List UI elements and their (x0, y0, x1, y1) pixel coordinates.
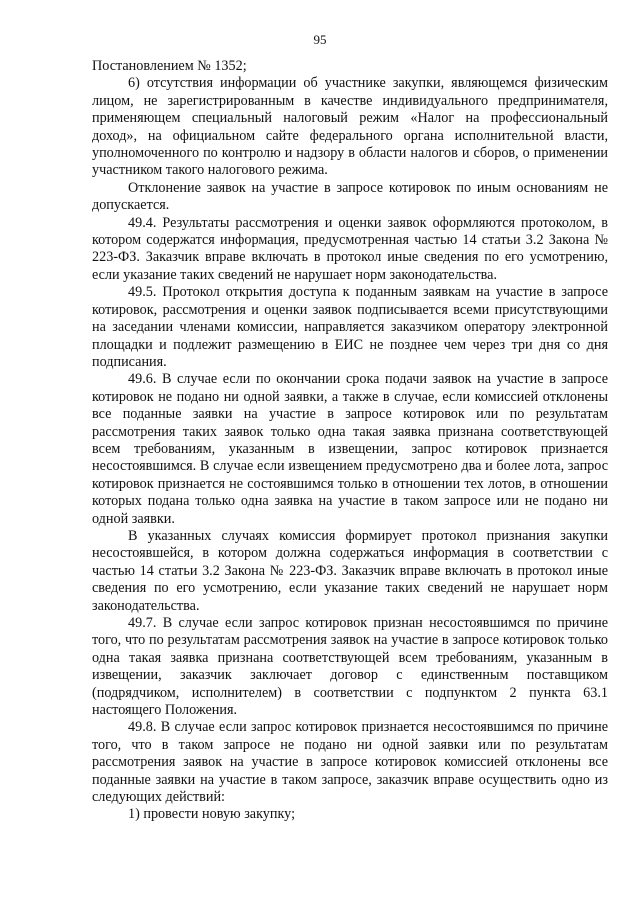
paragraph: 49.8. В случае если запрос котировок признается несостоявшимся по причине того, что в таком запросе не подано ни одной заявки или по результатам рассмотрения заявок на участие в запросе котировок комиссией отклонены все поданные заявки на участие в таком запросе, заказчик вправе осуществить одно из следующих действий: (92, 719, 608, 806)
paragraph: 49.5. Протокол открытия доступа к поданным заявкам на участие в запросе котировок, рассмотрения и оценки заявок подписывается всеми присутствующими на заседании членами комиссии, направляется заказчиком оператору электронной площадки и подлежит размещению в ЕИС не позднее чем через три дня со дня подписания. (92, 284, 608, 370)
paragraph: 49.4. Результаты рассмотрения и оценки заявок оформляются протоколом, в котором содержатся информация, предусмотренная частью 14 статьи 3.2 Закона № 223-ФЗ. Заказчик вправе включать в протокол иные сведения по его усмотрению, если указание таких сведений не нарушает норм законодательства. (92, 214, 608, 283)
page-number: 95 (313, 32, 327, 47)
paragraph: 1) провести новую закупку; (128, 806, 296, 823)
paragraph: 49.7. В случае если запрос котировок признан несостоявшимся по причине того, что по результатам рассмотрения заявок на участие в запросе котировок только одна такая заявка признана соответствующей всем требованиям, указанным в извещении, заказчик заключает договор с единственным поставщиком (подрядчиком, исполнителем) в соответствии с подпунктом 2 пункта 63.1 настоящего Положения. (92, 615, 608, 719)
paragraph: Постановлением № 1352; (92, 58, 247, 74)
paragraph: Отклонение заявок на участие в запросе котировок по иным основаниям не допускается. (92, 179, 608, 214)
paragraph: 49.6. В случае если по окончании срока подачи заявок на участие в запросе котировок не подано ни одной заявки, а также в случае, если комиссией отклонены все поданные заявки на участие в запросе котировок или по результатам рассмотрения таких заявок только одна такая заявка признана соответствующей всем требованиям, указанным в извещении, запрос котировок признается несостоявшимся. В случае если извещением предусмотрено два и более лота, запрос котировок признается не состоявшимся только в отношении тех лотов, в отношении которых подана только одна заявка на участие в таком запросе или не подано ни одной заявки. (92, 371, 608, 527)
paragraph: 6) отсутствия информации об участнике закупки, являющемся физическим лицом, не зарегистрированным в качестве индивидуального предпринимателя, применяющем специальный налоговый режим «Налог на профессиональный доход», на официальном сайте федерального органа исполнительной власти, уполномоченного по контролю и надзору в области налогов и сборов, о применении участником такого налогового режима. (92, 75, 608, 179)
document-body (92, 58, 608, 824)
paragraph: В указанных случаях комиссия формирует протокол признания закупки несостоявшейся, в котором должна содержаться информация в соответствии с частью 14 статьи 3.2 Закона № 223-ФЗ. Заказчик вправе включать в протокол иные сведения по его усмотрению, если указание таких сведений не нарушает норм законодательства. (92, 527, 608, 614)
